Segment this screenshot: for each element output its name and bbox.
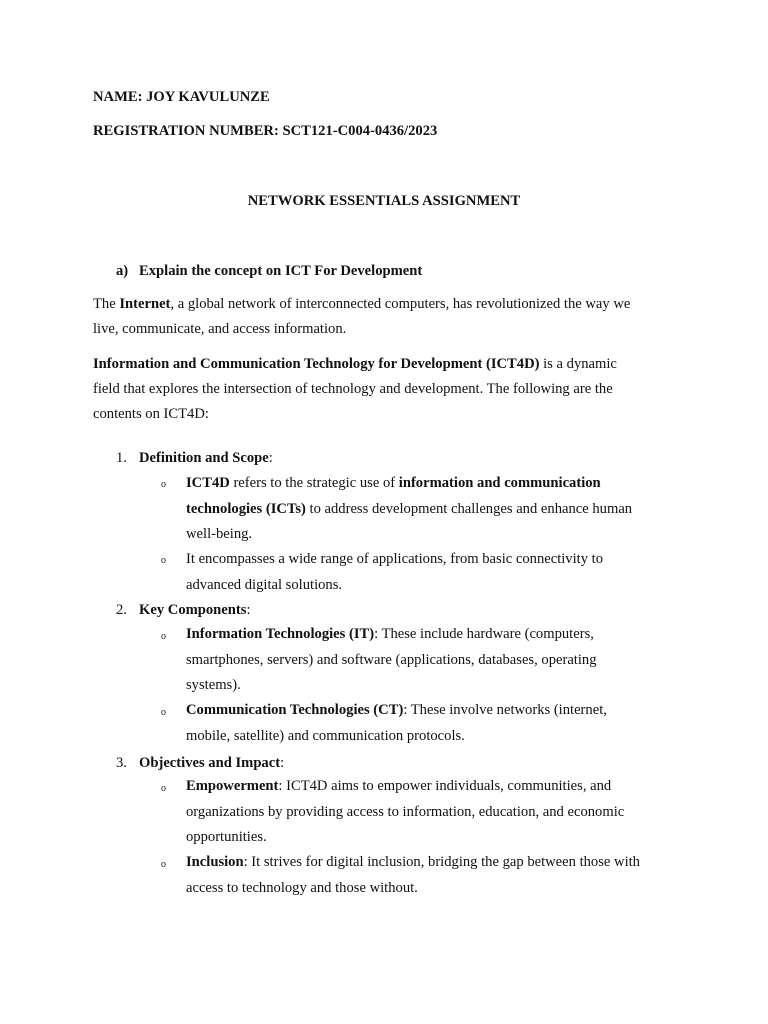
text-run-bold: technologies (ICTs) (186, 500, 306, 517)
text-run-bold: Inclusion (186, 854, 244, 870)
registration-number-text: REGISTRATION NUMBER: SCT121-C004-0436/2023 (93, 123, 438, 139)
text-run: , a global network of interconnected computers, has revolutionized the way we (170, 296, 631, 312)
list-item-heading-1 (139, 449, 273, 467)
document-title-text: NETWORK ESSENTIALS ASSIGNMENT (247, 193, 521, 209)
intro-paragraph-2-line-2: field that explores the intersection of technology and development. The following are the (93, 381, 613, 397)
bullet-icon: o (161, 555, 166, 566)
text-run: to address development challenges and enhance human (305, 500, 633, 517)
bullet-line (186, 774, 686, 800)
bullet-line: organizations by providing access to information, education, and economic (186, 803, 625, 820)
text-run: is a dynamic (539, 356, 617, 372)
question-heading-text: Explain the concept on ICT For Development (139, 263, 423, 279)
intro-paragraph-2-line-1 (93, 352, 683, 377)
list-item-number-2: 2. (116, 602, 127, 618)
bullet-line: smartphones, servers) and software (applications, databases, operating (186, 651, 597, 668)
question-marker-text: a) (116, 263, 129, 279)
intro-paragraph-1-line-1 (93, 292, 683, 317)
student-name-text: NAME: JOY KAVULUNZE (93, 89, 270, 105)
list-bullet-2-1 (186, 622, 686, 699)
text-run-bold: ICT4D (186, 475, 230, 491)
registration-number (93, 122, 437, 140)
list-item-heading-3 (139, 754, 284, 772)
bullet-line (186, 622, 686, 648)
list-item-number-3: 3. (116, 755, 127, 771)
bullet-icon: o (161, 859, 166, 870)
heading-text: Definition and Scope (139, 450, 269, 466)
question-marker (116, 262, 128, 280)
bullet-icon: o (161, 783, 166, 794)
text-run: : These include hardware (computers, (374, 626, 594, 642)
bullet-line: advanced digital solutions. (186, 576, 343, 593)
list-item-heading-2 (139, 601, 251, 619)
student-name (93, 88, 270, 106)
list-bullet-3-1 (186, 774, 686, 851)
list-bullet-1-2 (186, 547, 686, 598)
intro-paragraph-1 (93, 292, 683, 342)
bullet-line (186, 850, 686, 876)
bullet-line: mobile, satellite) and communication protocols. (186, 727, 465, 744)
bullet-line: It encompasses a wide range of applications, from basic connectivity to (186, 551, 604, 567)
text-run: refers to the strategic use of (229, 475, 399, 491)
bullet-line: systems). (186, 677, 241, 693)
bullet-line (186, 497, 686, 523)
document-title (0, 192, 768, 210)
bullet-line: well-being. (186, 526, 253, 542)
intro-paragraph-1-line-2: live, communicate, and access information. (93, 321, 347, 337)
text-run-bold: information and communication (398, 475, 601, 491)
bullet-line (186, 471, 686, 497)
text-run: : These involve networks (internet, (403, 702, 607, 718)
bullet-icon: o (161, 707, 166, 718)
bullet-line: opportunities. (186, 829, 267, 845)
text-run: : It strives for digital inclusion, bridging the gap between those with (243, 854, 640, 870)
heading-text: Key Components (139, 602, 247, 618)
bullet-icon: o (161, 479, 166, 490)
text-run-bold: Information and Communication Technology for Development (ICT4D) (93, 356, 540, 372)
text-run-bold: Communication Technologies (CT) (186, 702, 404, 718)
question-heading (139, 262, 422, 280)
intro-paragraph-2 (93, 352, 683, 427)
heading-suffix: : (246, 602, 251, 618)
text-run-bold: Empowerment (186, 778, 279, 794)
heading-suffix: : (280, 755, 285, 771)
list-item-number-1: 1. (116, 450, 127, 466)
text-run: The (93, 296, 120, 312)
text-run-bold: Internet (119, 296, 171, 312)
list-bullet-1-1 (186, 471, 686, 548)
bullet-icon: o (161, 631, 166, 642)
list-bullet-3-2 (186, 850, 686, 901)
heading-suffix: : (268, 450, 273, 466)
text-run: : ICT4D aims to empower individuals, communities, and (278, 778, 612, 794)
heading-text: Objectives and Impact (139, 755, 281, 771)
list-bullet-2-2 (186, 698, 686, 749)
bullet-line: access to technology and those without. (186, 879, 418, 896)
text-run-bold: Information Technologies (IT) (186, 626, 375, 642)
intro-paragraph-2-line-3: contents on ICT4D: (93, 406, 209, 422)
bullet-line (186, 698, 686, 724)
